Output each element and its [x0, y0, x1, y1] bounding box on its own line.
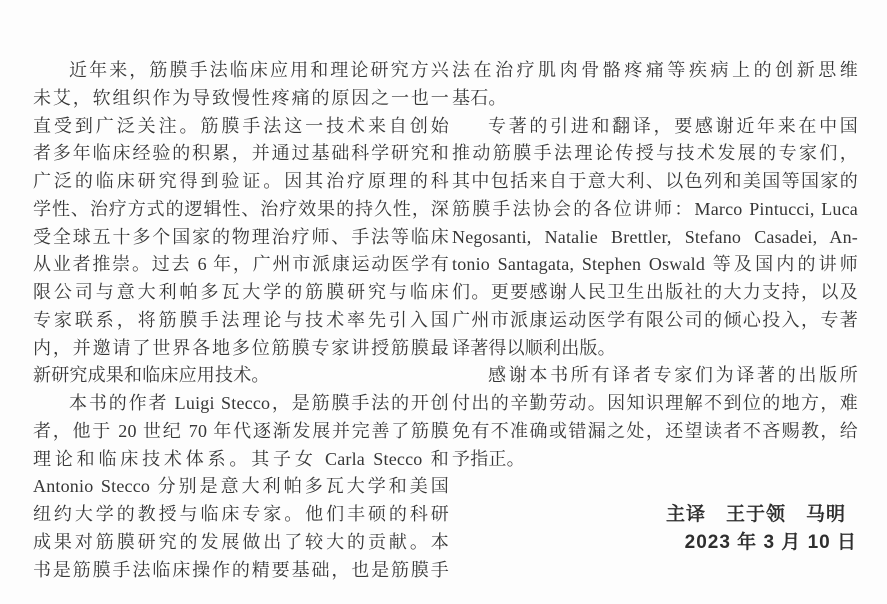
text-line: 理论和临床技术体系。其子女 Carla Stecco 和 — [33, 448, 449, 469]
text-line: 内，并邀请了世界各地多位筋膜专家讲授筋膜最 — [33, 337, 449, 358]
text-line: 推动筋膜手法理论传授与技术发展的专家们， — [452, 143, 858, 164]
text-line: 近年来，筋膜手法临床应用和理论研究方兴 — [69, 60, 449, 80]
text-line: 限公司与意大利帕多瓦大学的筋膜研究与临床 — [33, 282, 449, 302]
text-column-right — [452, 57, 858, 557]
translator-signature-line: 主译 王于领 马明 — [665, 504, 846, 525]
text-line: 免有不准确或错漏之处，还望读者不吝赐教，给 — [452, 420, 858, 441]
text-line: 基石。 — [452, 87, 507, 108]
text-line: 者，他于 20 世纪 70 年代逐渐发展并完善了筋膜 — [33, 420, 449, 441]
text-line: 成果对筋膜研究的发展做出了较大的贡献。本 — [33, 531, 449, 552]
text-line: 予指正。 — [452, 448, 525, 469]
text-line: 专家联系，将筋膜手法理论与技术率先引入国 — [33, 309, 449, 330]
text-line: 纽约大学的教授与临床专家。他们丰硕的科研 — [33, 504, 449, 524]
text-line: 法在治疗肌肉骨骼疼痛等疾病上的创新思维 — [452, 60, 858, 80]
text-line: 直受到广泛关注。筋膜手法这一技术来自创始 — [33, 115, 449, 136]
text-line: 受全球五十多个国家的物理治疗师、手法等临床 — [33, 226, 449, 247]
text-line: Negosanti, Natalie Brettler, Stefano Casadei, An- — [452, 226, 858, 247]
text-line: 其中包括来自于意大利、以色列和美国等国家的 — [452, 171, 858, 191]
text-line: 译著得以顺利出版。 — [452, 337, 616, 358]
text-line: 未艾，软组织作为导致慢性疼痛的原因之一也一 — [33, 87, 449, 108]
text-line: 们。更要感谢人民卫生出版社的大力支持，以及 — [452, 282, 858, 302]
text-line: Antonio Stecco 分别是意大利帕多瓦大学和美国 — [33, 476, 449, 497]
text-line: tonio Santagata, Stephen Oswald 等及国内的讲师 — [452, 254, 858, 275]
text-line: 广州市派康运动医学有限公司的倾心投入，专著 — [452, 309, 858, 330]
text-line: 从业者推崇。过去 6 年，广州市派康运动医学有 — [33, 254, 449, 275]
text-line: 者多年临床经验的积累，并通过基础科学研究和 — [33, 143, 449, 164]
text-line: 新研究成果和临床应用技术。 — [33, 365, 270, 386]
blank-line — [452, 473, 858, 501]
text-line: 付出的辛勤劳动。因知识理解不到位的地方，难 — [452, 393, 858, 413]
text-line: 学性、治疗方式的逻辑性、治疗效果的持久性，深 — [33, 198, 449, 219]
text-line: 广泛的临床研究得到验证。因其治疗原理的科 — [33, 171, 449, 191]
text-line: 感谢本书所有译者专家们为译著的出版所 — [488, 365, 858, 386]
text-line: 筋膜手法协会的各位讲师：Marco Pintucci, Luca — [452, 198, 858, 219]
text-column-left — [33, 57, 449, 584]
text-line: 专著的引进和翻译，要感谢近年来在中国 — [488, 115, 858, 136]
text-line: 本书的作者 Luigi Stecco，是筋膜手法的开创 — [69, 393, 449, 413]
publication-date-line: 2023 年 3 月 10 日 — [684, 531, 857, 553]
text-line: 书是筋膜手法临床操作的精要基础，也是筋膜手 — [33, 559, 449, 580]
